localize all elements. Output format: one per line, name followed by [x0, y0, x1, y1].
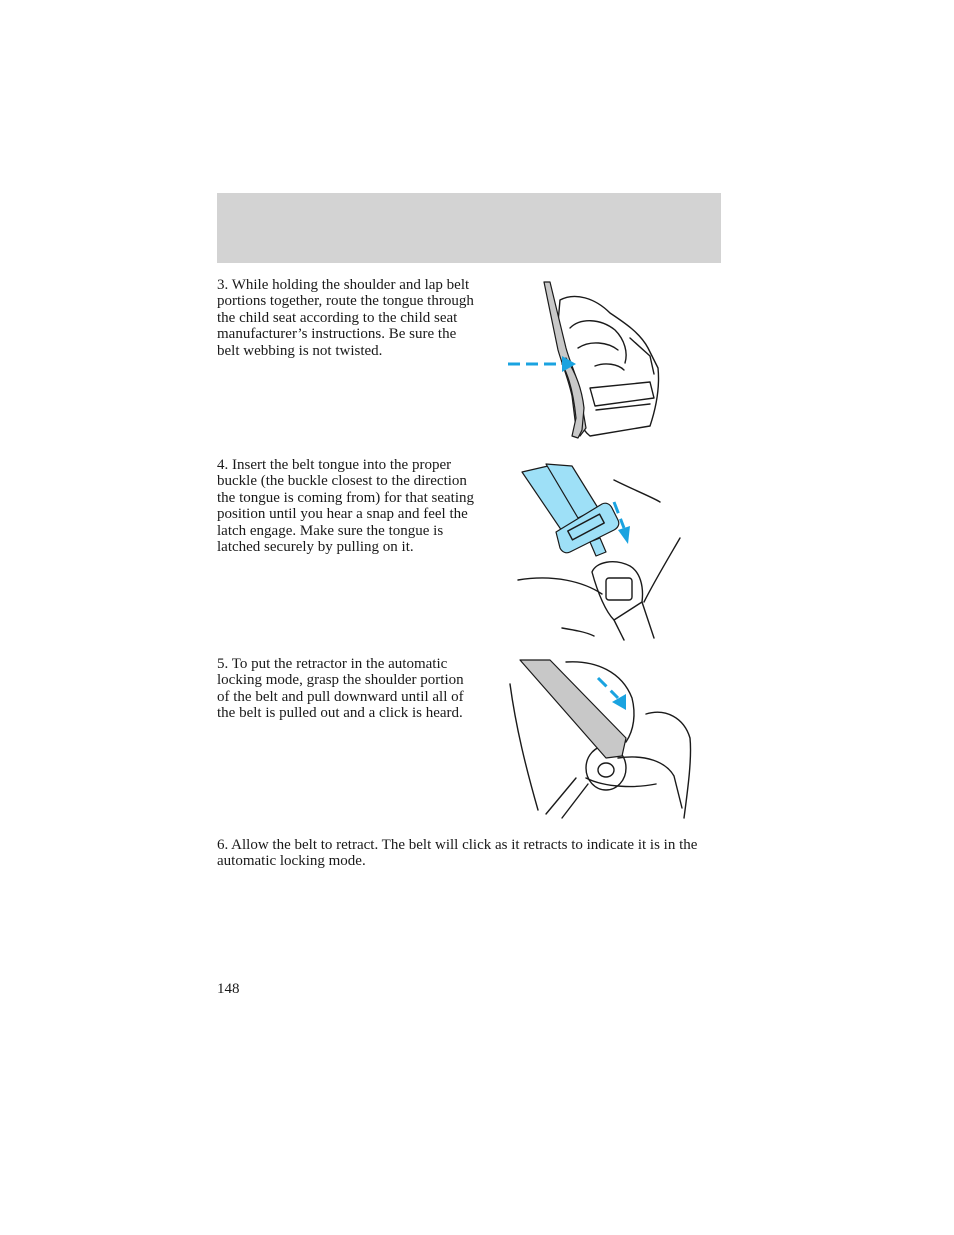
- buckle-insertion-illustration: [514, 462, 686, 642]
- step-3-text: 3. While holding the shoulder and lap belt portions together, route the tongue through the child seat according to the child seat manufacturer’s instructions. Be sure the belt webbing is not twisted.: [217, 277, 474, 359]
- page-number: 148: [217, 981, 240, 997]
- step-5-text: 5. To put the retractor in the automatic locking mode, grasp the shoulder portion of the belt and pull downward until all of the belt is pulled out and a click is heard.: [217, 656, 464, 722]
- step-4-text: 4. Insert the belt tongue into the proper buckle (the buckle closest to the direction the tongue is coming from) for that seating position until you hear a snap and feel the latch engage. Make sure the tongue is latched securely by pulling on it.: [217, 457, 475, 556]
- shoulder-belt-pull-illustration: [506, 658, 696, 822]
- child-seat-routing-illustration: [500, 278, 670, 446]
- step-6-text: 6. Allow the belt to retract. The belt will click as it retracts to indicate it is in the automatic locking mode.: [217, 837, 698, 870]
- section-header-band: [217, 193, 721, 263]
